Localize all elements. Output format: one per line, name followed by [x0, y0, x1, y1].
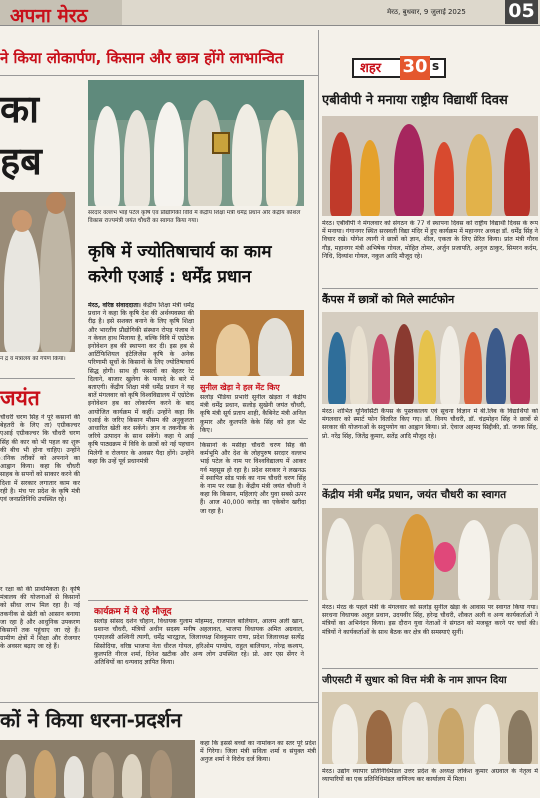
column-divider: [318, 30, 319, 798]
left-big-fragment-a: का: [0, 87, 40, 130]
story1-caption: मेरठ। एबीवीपी ने मंगलवार को संगठन के 77 वें स्थापना दिवस को राष्ट्रीय विद्यार्थी दिवस के रूप में मनाया। गंगानगर स्थित सरस्वती विद्या मंदिर में हुए कार्यक्रम में महानगर अध्यक्ष डॉ. धर्मेंद्र सिंह ने विचार रखे। योगेश त्यागी ने छात्रों को ज्ञान, शील, एकता के लिए प्रेरित किया। प्रांत मंत्री गौरव गौड़, महानगर मंत्री अभिषेक गोयल, मोहित तोमर, अर्जुन प्रजापति, अनुज ठाकुर, सिमरन कर्दम, निधि, दिव्यांश गोयल, नकुल आदि मौजूद रहे।: [322, 220, 538, 260]
badge-number: 30: [400, 56, 430, 80]
face: [12, 210, 32, 232]
divider: [322, 288, 538, 289]
badge-label: शहर: [360, 61, 382, 76]
person-figure: [232, 104, 262, 206]
person-figure: [438, 708, 464, 764]
story2-headline: कैंपस में छात्रों को मिले स्मार्टफोन: [322, 293, 455, 306]
person-figure: [458, 520, 490, 600]
dancer-figure: [330, 132, 352, 216]
inset-box-body: सलोड़ भैंडिया प्रभारी सुनील खेड़ता ने केंद्रीय मंत्री धर्मेंद्र प्रधान, सलोड़ सुखेनी जयंत चौधरी, कृषि मंत्री सूर्य प्रताप शाही, कैबिनेट मंत्री अनिल कुमार और कुलपति केके सिंह को हल भेंट किए।: [200, 394, 306, 434]
masthead: [0, 0, 540, 26]
memento-frame: [212, 132, 230, 154]
divider: [322, 668, 538, 669]
person-figure: [34, 750, 56, 798]
person-figure: [40, 202, 72, 352]
story2-caption: मेरठ। शोभित यूनिवर्सिटी कैंपस के पुस्तकालय एवं सूचना विज्ञान में बी.लिब के विद्यार्थियों को मंगलवार को स्मार्ट फोन वितरित किए गए। डॉ. विनय चौधरी, डॉ. चंद्रमोहन सिंह ने छात्रों से सरकार की योजनाओं के सदुपयोग का आह्वान किया। प्रो. ऐवाज अहमद सिद्दीकी, डॉ. जनक सिंह, प्रो. नरेंद्र सिंह, जितेंद्र कुमार, सतेंद्र आदि मौजूद रहे।: [322, 408, 538, 440]
attendees-body: सलोड़ सांसद दर्शन चौहान, विधायक गुलाम मोहम्मद, राजपाल बालियान, आलम अली खान, प्रशान्त चौधरी, मंत्रियों अधीन सदस्य मनीष अहलावत, भाजपा विधायक अमित अग्रवाल, एमएलसी अश्विनी त्यागी, धर्मेंद्र भारद्वाज, जिलाध्यक्ष शिवकुमार राणा, प्रदेश जिलाध्यक्ष सत्येंद्र सिसोदिया, वरिष्ठ भाजपा नेता धीरज गोयल, हरिओम पाण्डेय, राहुल बालियान, नरेन्द्र कश्यप, कुलपति नीरज शर्मा, दिनेश खटीक और अन्य लोग उपस्थित रहे। प्रो. आर एस सेंगर ने अतिथियों का धन्यवाद ज्ञापित किया।: [94, 618, 304, 667]
person-figure: [350, 326, 368, 404]
left-headline: ने किया लोकार्पण, किसान और छात्र होंगे लाभान्वित: [0, 49, 284, 67]
person-figure: [508, 710, 532, 764]
inset-box-headline: सुनील खेड़ा ने हल मेंट किए: [200, 383, 280, 392]
person-figure: [510, 334, 530, 404]
divider: [322, 484, 538, 485]
dancer-figure: [466, 134, 492, 216]
story1-headline: एबीवीपी ने मनाया राष्ट्रीय विद्यार्थी दिवस: [322, 93, 508, 108]
person-figure: [92, 752, 114, 798]
divider: [0, 702, 318, 703]
person-figure: [400, 514, 434, 600]
person-figure: [362, 524, 392, 600]
divider: [0, 75, 318, 76]
masthead-dateline: मेरठ, बुधवार, 9 जुलाई 2025: [387, 8, 466, 16]
person-figure: [474, 704, 500, 764]
center-byline: मेरठ, वरिष्ठ संवाददाता।: [88, 302, 141, 309]
left-big-fragment-b: हब: [0, 139, 42, 182]
flower-bouquet: [434, 542, 456, 572]
person-figure: [150, 750, 172, 798]
person-figure: [366, 710, 392, 764]
left-body-text-2: र रक्षा को की प्राथमिकता है। कृषि मंत्रालय की योजनाओं से किसानों को सीधा लाभ मिल रहा है। नई तकनीक से खेती को आसान बनाया जा रहा है और आधुनिक उपकरण किसानों तक पहुंचाए जा रहे हैं। ग्रामीण क्षेत्रों में शिक्षा और रोजगार के अवसर बढ़ाए जा रहे हैं।: [0, 586, 80, 651]
person-figure: [418, 330, 436, 404]
dharna-headline: कों ने किया धरना-प्रदर्शन: [0, 708, 182, 732]
story3-headline: केंद्रीय मंत्री धर्मेंद्र प्रधान, जयंत चौधरी का स्वागत: [322, 489, 507, 501]
dharna-photo: [0, 740, 195, 798]
person-figure: [328, 332, 346, 404]
person-figure: [216, 324, 250, 376]
person-figure: [4, 226, 40, 352]
person-figure: [94, 106, 120, 206]
person-figure: [394, 324, 414, 404]
divider: [198, 438, 308, 439]
dancer-figure: [434, 142, 454, 216]
left-cropped-photo: [0, 192, 75, 352]
dancer-figure: [504, 128, 530, 216]
center-headline: कृषि में ज्योतिषाचार्य का काम करेगी एआई : धर्मेंद्र प्रधान: [88, 242, 272, 287]
story4-headline: जीएसटी में सुधार को वित्त मंत्री के नाम ज्ञापन दिया: [322, 675, 507, 686]
city-badge: [352, 56, 446, 80]
center-main-photo: [88, 80, 304, 206]
left-photo-caption: न द्र व मंत्रालय को गर्पण किया।: [0, 356, 66, 362]
person-figure: [6, 754, 26, 798]
center-inset-photo: [200, 310, 304, 376]
divider: [88, 600, 308, 601]
story1-photo: [322, 116, 538, 216]
story3-photo: [322, 508, 538, 600]
person-figure: [64, 756, 84, 798]
left-subhead: जयंत: [0, 386, 40, 410]
person-figure: [498, 524, 532, 600]
page-number: 05: [505, 0, 538, 24]
person-figure: [154, 102, 184, 206]
center-photo-caption: सरदार वल्लभ भाई पटेल कृषि एवं प्रौद्योगिकी विवि में केंद्रीय शिक्षा मंत्री धर्मेंद्र प्रधान और केंद्रीय कौशल विकास राज्यमंत्री जयंत चौधरी का स्वागत किया गया।: [88, 210, 301, 224]
person-figure: [464, 332, 482, 404]
person-figure: [486, 328, 506, 404]
center-body-col1-text: केंद्रीय शिक्षा मंत्री धर्मेंद्र प्रधान ने कहा कि कृषि देश की अर्थव्यवस्था की रीढ़ है। इसे सशक्त बनाने के लिए कृषि शिक्षा और भारतीय प्रौद्योगिकी संस्थान रोपड़ पंजाब ने न केवल हाथ मिलाया है, बल्कि विवि में एग्रोटेक इनोवेशन हब की स्थापना कर दी। इस हब से आर्टिफिशियल इंटेलिजेंस कृषि के अनेक परिणामी सूचों के किसानों के लिए ज्योतिषाचार्य सिद्ध होगी। साथ ही फसलों का बेहतर रेट दिलाने, बाजार खुलेगा के फायदे के बारे में बताएगी। केंद्रीय शिक्षा मंत्री धर्मेंद्र प्रधान ने यह बातें मंगलवार को कृषि विश्वविद्यालय में एग्रोटेक इनोवेशन हब का लोकार्पण करने के बाद आयोजित कार्यक्रम में कहीं। उन्होंने कहा कि एआई के जरिए किसान मौसम की अनुकूलता आधारित खेती कर सकेंगे। ज्ञान व तकनीक के जरिये उत्पादन के साथ सकेंगे। कहा ये आई कृषि पाठ्यक्रम में विवि के छात्रों को नई पहचान मिलेगी व रोजगार के अवसर पैदा होंगे। उन्होंने कहा कि उन्हें पूर्व प्रधानमंत्री: [88, 302, 194, 465]
person-figure: [266, 110, 298, 206]
person-figure: [122, 754, 142, 798]
person-figure: [440, 326, 460, 404]
story2-photo: [322, 312, 538, 404]
person-figure: [124, 110, 150, 206]
person-figure: [402, 702, 428, 764]
story3-caption: मेरठ। मेरठ के पहले मंत्री के मंगलवार को सलोड़ सुनील खेड़ा के आवास पर स्वागत किया गया। सरधना विधायक अतुल प्रधान, उदयवीर सिंह, हरेन्द्र चौधरी, शौकत अली व अन्य कार्यकर्ताओं ने मंत्रियों का अभिनंदन किया। इस दौरान युवा नेताओं ने संगठन को मजबूत करने पर चर्चा की। मंत्रियों ने कार्यकर्ताओं के साथ बैठक कर क्षेत्र की समस्याएं सुनीं।: [322, 604, 538, 636]
person-figure: [258, 318, 292, 376]
divider: [0, 378, 75, 379]
dharna-body: कहा कि इससे बच्चों का नामांकन का स्तर पूरे प्रदेश में गिरेगा। जिला मंत्री सविता शर्मा व संयुक्त मंत्री अनुज शर्मा ने विरोध दर्ज किया।: [200, 740, 316, 764]
attendees-headline: कार्यक्रम में ये रहे मौजूद: [94, 607, 172, 616]
dancer-figure: [394, 124, 424, 216]
face: [46, 192, 66, 214]
masthead-section: अपना मेरठ: [10, 5, 88, 26]
left-body-text: चौधरी चरण सिंह ने पूरे कसानों की बेहतरी के लिए ता) एग्रीकल्चर एआई एग्रीकल्चर कि चौधरी चरण सिंह की कार को भी पहल का शुरू की बीच भी होना चाहिए। उन्होंने ानिक तरीकों को अपनाने का आह्वान किया। कहा कि चौधरी साहब के सपनों को साकार करने की दिशा में सरकार लगातार काम कर रही है। मंच पर प्रदेश के कृषि मंत्री एवं जनप्रतिनिधि उपस्थित रहे।: [0, 414, 80, 504]
story4-photo: [322, 692, 538, 764]
person-figure: [332, 704, 358, 764]
person-figure: [372, 334, 390, 404]
person-figure: [326, 518, 354, 600]
dancer-figure: [360, 140, 380, 216]
badge-suffix: s: [432, 59, 440, 73]
center-body-col1: [88, 302, 194, 598]
story4-caption: मेरठ। उद्योग व्यापार प्रतिनिधिमंडल उत्तर प्रदेश के अध्यक्ष लोकेश कुमार अग्रवाल के नेतृत्व में व्यापारियों का एक प्रतिनिधिमंडल वाणिज्य कर कार्यालय में मिला।: [322, 768, 538, 784]
center-body-col2: किसानों के मसीहा चौधरी चरण सिंह की कर्मभूमि और देश के लोहपुरुष सरदार वल्लभ भाई पटेल के नाम पर विश्वविद्यालय में आकर गर्व महसूस हो रहा है। प्रदेश सरकार ने लखनऊ में स्थापित सोड पार्क का नाम चौधरी चरण सिंह के नाम पर रखा है। केंद्रीय मंत्री जयंत चौधरी ने कहा कि किसान, महिलाएं और युवा सबसे ऊपर हैं। आज 40,000 करोड़ का एकेबोन खरीदा जा रहा है।: [200, 442, 306, 515]
